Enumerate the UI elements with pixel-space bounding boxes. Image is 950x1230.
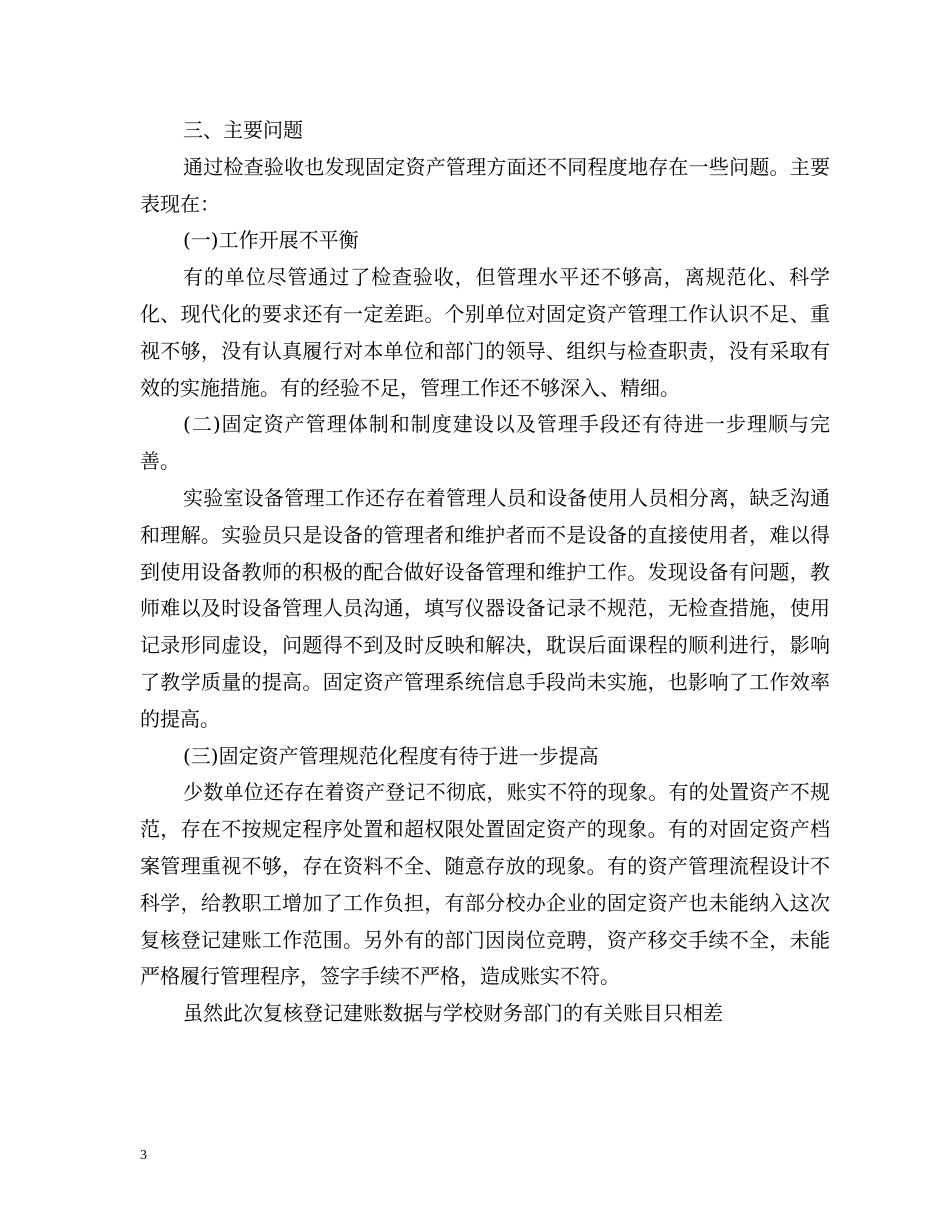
paragraph-3: 少数单位还存在着资产登记不彻底，账实不符的现象。有的处置资产不规范，存在不按规定程序处置和超权限处置固定资产的现象。有的对固定资产档案管理重视不够，存在资料不全、随意存放的现象。有的资产管理流程设计不科学，给教职工增加了工作负担，有部分校办企业的固定资产也未能纳入这次复核登记建账工作范围。另外有的部门因岗位竞聘，资产移交手续不全，未能严格履行管理程序，签字手续不严格，造成账实不符。 (140, 780, 830, 989)
paragraph-1: 有的单位尽管通过了检查验收，但管理水平还不够高，离规范化、科学化、现代化的要求还有一定差距。个别单位对固定资产管理工作认识不足、重视不够，没有认真履行对本单位和部门的领导、组织与检查职责，没有采取有效的实施措施。有的经验不足，管理工作还不够深入、精细。 (140, 265, 830, 400)
paragraph-2: 实验室设备管理工作还存在着管理人员和设备使用人员相分离，缺乏沟通和理解。实验员只是设备的管理者和维护者而不是设备的直接使用者，难以得到使用设备教师的积极的配合做好设备管理和维护工作。发现设备有问题，教师难以及时设备管理人员沟通，填写仪器设备记录不规范，无检查措施，使用记录形同虚设，问题得不到及时反映和解决，耽误后面课程的顺利进行，影响了教学质量的提高。固定资产管理系统信息手段尚未实施，也影响了工作效率的提高。 (140, 485, 830, 731)
paragraph-intro: 通过检查验收也发现固定资产管理方面还不同程度地存在一些问题。主要表现在： (140, 154, 830, 216)
page-number: 3 (140, 1148, 147, 1163)
subheading-2: (二)固定资产管理体制和制度建设以及管理手段还有待进一步理顺与完善。 (140, 412, 830, 474)
subheading-3: (三)固定资产管理规范化程度有待于进一步提高 (183, 743, 599, 768)
subheading-1: (一)工作开展不平衡 (183, 228, 359, 253)
document-body (140, 112, 830, 1032)
paragraph-4: 虽然此次复核登记建账数据与学校财务部门的有关账目只相差 (183, 1001, 723, 1026)
section-heading: 三、主要问题 (183, 118, 303, 142)
